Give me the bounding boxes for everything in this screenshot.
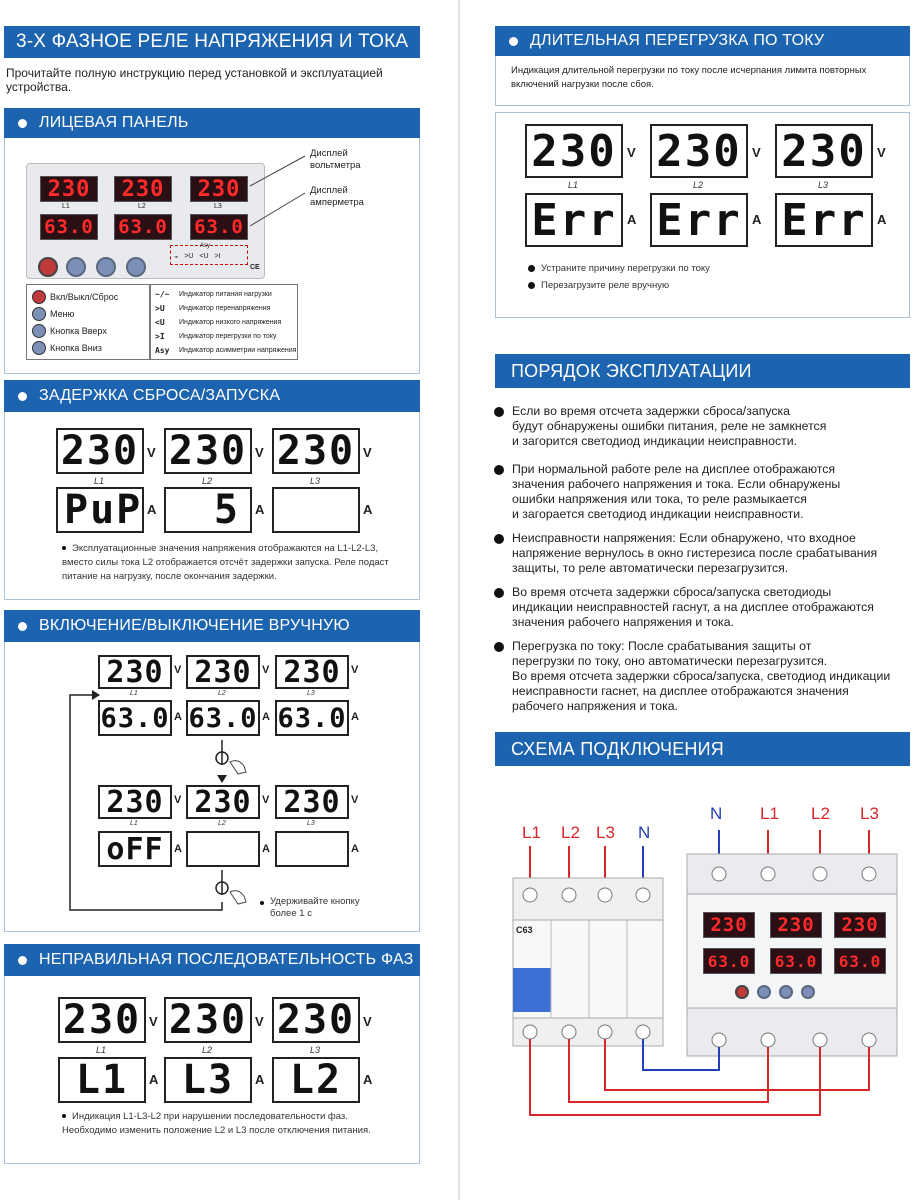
ov-v2: 230 <box>650 124 748 178</box>
reset-delay-header: ЗАДЕРЖКА СБРОСА/ЗАПУСКА <box>4 380 420 412</box>
mn-u3: V <box>351 664 359 676</box>
ammeter-callout: Дисплей амперметра <box>310 185 364 208</box>
panel-power-load-symbol: ⌁ <box>174 254 179 261</box>
rd-unit-v2: V <box>255 445 264 460</box>
mn-v2-1: 230 <box>98 785 172 819</box>
bullet-icon <box>528 265 535 272</box>
led-a3: 63.0 <box>190 214 248 240</box>
mn-l2b: L2 <box>218 820 226 827</box>
rd-a2: 5 <box>164 487 252 533</box>
relay-v2: 230 <box>770 912 822 938</box>
rd-l2: L2 <box>202 476 213 486</box>
bullet-icon <box>260 901 264 905</box>
po-v2: 230 <box>164 997 252 1043</box>
legend-down: Кнопка Вниз <box>32 341 102 355</box>
operation-header: ПОРЯДОК ЭКСПЛУАТАЦИИ <box>495 354 910 388</box>
operation-item-3: Неисправности напряжения: Если обнаружено, что входное напряжение вернулось в окно гистерезиса после срабатывания защиты, то реле автоматически перезагрузится. <box>512 531 912 576</box>
mn-l1a: L1 <box>130 690 138 697</box>
relay-v3: 230 <box>834 912 886 938</box>
manual-flow-arrows <box>0 640 420 930</box>
bullet-icon <box>494 588 504 598</box>
overload-description: Индикация длительной перегрузки по току после исчерпания лимита повторных включений нагрузки после сбоя. <box>511 65 867 90</box>
po-note: Индикация L1-L3-L2 при нарушении последовательности фаз. Необходимо изменить положение L2 и L3 после отключения питания. <box>62 1111 371 1136</box>
legend-ind-under: <U Индикатор низкого напряжения <box>155 318 282 327</box>
front-panel-header: ЛИЦЕВАЯ ПАНЕЛЬ <box>4 108 420 138</box>
mn-u4: V <box>174 794 182 806</box>
up-icon <box>32 324 46 338</box>
rd-unit-a3: A <box>363 502 373 517</box>
ov-a3: Err <box>775 193 873 247</box>
relay-power-button <box>735 985 749 999</box>
relay-a1: 63.0 <box>703 948 755 974</box>
ov-l3: L3 <box>818 180 829 190</box>
breaker-n-label: N <box>638 823 651 842</box>
mn-a1-3: 63.0 <box>275 700 349 736</box>
legend-menu: Меню <box>32 307 74 321</box>
mn-l3a: L3 <box>307 690 315 697</box>
panel-asy-caption: Asy <box>200 243 211 249</box>
operation-item-4: Во время отсчета задержки сброса/запуска светодиоды индикации неисправностей гаснут, а на дисплее отображаются значения рабочего напряжения и тока. <box>512 585 912 630</box>
relay-l2-label: L2 <box>811 804 830 823</box>
po-ua3: A <box>363 1072 373 1087</box>
mn-v2-2: 230 <box>186 785 260 819</box>
relay-l1-label: L1 <box>760 804 779 823</box>
legend-ind-current: >I Индикатор перегрузки по току <box>155 332 277 341</box>
ov-uv1: V <box>627 145 636 160</box>
relay-n-label: N <box>710 804 723 823</box>
bullet-icon <box>494 465 504 475</box>
wiring-header: СХЕМА ПОДКЛЮЧЕНИЯ <box>495 732 910 766</box>
bullet-icon <box>18 622 27 631</box>
bullet-icon <box>62 1114 66 1118</box>
mn-u2: V <box>262 664 270 676</box>
relay-up-button <box>779 985 793 999</box>
mn-u6: V <box>351 794 359 806</box>
breaker <box>513 878 663 1046</box>
rd-note: Эксплуатационные значения напряжения отображаются на L1-L2-L3, вместо силы тока L2 отображается отсчёт задержки запуска. Реле подаст питание на нагрузку, после окончания задержки. <box>62 543 389 582</box>
legend-ind-asym: Asy Индикатор асимметрии напряжения <box>155 346 297 355</box>
relay-l3-label: L3 <box>860 804 879 823</box>
power-icon <box>32 290 46 304</box>
mn-u1: V <box>174 664 182 676</box>
operation-item-5: Перегрузка по току: После срабатывания защиты от перегрузки по току, оно автоматически перезагрузится. Во время отсчета задержки сброса/запуска, светодиод индикации неисправности гаснет, на дисплее отображаются значения рабочего напряжения и тока. <box>512 639 912 714</box>
rd-v3: 230 <box>272 428 360 474</box>
bullet-icon <box>494 534 504 544</box>
po-v3: 230 <box>272 997 360 1043</box>
mn-l3b: L3 <box>307 820 315 827</box>
mn-l2a: L2 <box>218 690 226 697</box>
overload-header: ДЛИТЕЛЬНАЯ ПЕРЕГРУЗКА ПО ТОКУ <box>495 26 910 56</box>
ov-step-2: Перезагрузите реле вручную <box>528 279 669 293</box>
mn-a2-1: oFF <box>98 831 172 867</box>
mn-a1-2: 63.0 <box>186 700 260 736</box>
relay-a3: 63.0 <box>834 948 886 974</box>
ov-v3: 230 <box>775 124 873 178</box>
led-a1: 63.0 <box>40 214 98 240</box>
operation-item-1: Если во время отсчета задержки сброса/запуска будут обнаружены ошибки питания, реле не замкнется и загорится светодиод индикации неисправности. <box>512 404 912 449</box>
legend-power: Вкл/Выкл/Сброс <box>32 290 118 304</box>
mn-ua4: A <box>174 843 182 855</box>
rd-v2: 230 <box>164 428 252 474</box>
po-ua1: A <box>149 1072 159 1087</box>
panel-l3-label: L3 <box>214 203 222 210</box>
mn-ua1: A <box>174 711 182 723</box>
led-v3: 230 <box>190 176 248 202</box>
po-l2: L2 <box>202 1045 213 1055</box>
rd-a1: PuP <box>56 487 144 533</box>
voltmeter-callout: Дисплей вольтметра <box>310 148 361 171</box>
relay-down-button <box>801 985 815 999</box>
ov-a2: Err <box>650 193 748 247</box>
operation-item-2: При нормальной работе реле на дисплее отображаются значения рабочего напряжения и тока. Если обнаружены ошибки напряжения или тока, то реле размыкается и загорается светодиод индикации неисправности. <box>512 462 912 522</box>
bullet-icon <box>528 282 535 289</box>
bullet-icon <box>509 37 518 46</box>
po-uv1: V <box>149 1014 158 1029</box>
bullet-icon <box>18 956 27 965</box>
panel-overvoltage-symbol: >U <box>184 253 194 260</box>
po-a2: L3 <box>164 1057 252 1103</box>
ov-v1: 230 <box>525 124 623 178</box>
main-title: 3-Х ФАЗНОЕ РЕЛЕ НАПРЯЖЕНИЯ И ТОКА <box>16 31 409 52</box>
mn-v1-2: 230 <box>186 655 260 689</box>
rd-unit-v3: V <box>363 445 372 460</box>
po-uv3: V <box>363 1014 372 1029</box>
po-ua2: A <box>255 1072 265 1087</box>
po-a1: L1 <box>58 1057 146 1103</box>
mn-ua3: A <box>351 711 359 723</box>
ov-uv2: V <box>752 145 761 160</box>
po-uv2: V <box>255 1014 264 1029</box>
bullet-icon <box>18 392 27 401</box>
mn-note: Удерживайте кнопку более 1 с <box>270 896 410 920</box>
bullet-icon <box>494 642 504 652</box>
panel-overcurrent-symbol: >I <box>214 253 221 260</box>
legend-up: Кнопка Вверх <box>32 324 107 338</box>
manual-header: ВКЛЮЧЕНИЕ/ВЫКЛЮЧЕНИЕ ВРУЧНУЮ <box>4 610 420 642</box>
mn-ua2: A <box>262 711 270 723</box>
ov-ua3: A <box>877 212 887 227</box>
mn-l1b: L1 <box>130 820 138 827</box>
rd-unit-v1: V <box>147 445 156 460</box>
ov-ua1: A <box>627 212 637 227</box>
led-a2: 63.0 <box>114 214 172 240</box>
ov-uv3: V <box>877 145 886 160</box>
mn-a1-1: 63.0 <box>98 700 172 736</box>
po-l3: L3 <box>310 1045 321 1055</box>
led-v2: 230 <box>114 176 172 202</box>
ov-step-1: Устраните причину перегрузки по току <box>528 262 710 276</box>
relay-menu-button <box>757 985 771 999</box>
breaker-l3-label: L3 <box>596 823 615 842</box>
panel-l2-label: L2 <box>138 203 146 210</box>
rd-l3: L3 <box>310 476 321 486</box>
relay-v1: 230 <box>703 912 755 938</box>
ce-mark: CE <box>250 264 260 271</box>
rd-unit-a2: A <box>255 502 265 517</box>
rd-unit-a1: A <box>147 502 157 517</box>
ov-l1: L1 <box>568 180 579 190</box>
rd-l1: L1 <box>94 476 105 486</box>
mn-v1-3: 230 <box>275 655 349 689</box>
intro-text: Прочитайте полную инструкцию перед установкой и эксплуатацией устройства. <box>6 66 383 94</box>
ov-ua2: A <box>752 212 762 227</box>
menu-icon <box>32 307 46 321</box>
po-v1: 230 <box>58 997 146 1043</box>
rd-a3 <box>272 487 360 533</box>
mn-u5: V <box>262 794 270 806</box>
mn-ua6: A <box>351 843 359 855</box>
panel-l1-label: L1 <box>62 203 70 210</box>
phase-order-header: НЕПРАВИЛЬНАЯ ПОСЛЕДОВАТЕЛЬНОСТЬ ФАЗ <box>4 944 420 976</box>
mn-v2-3: 230 <box>275 785 349 819</box>
breaker-l1-label: L1 <box>522 823 541 842</box>
mn-v1-1: 230 <box>98 655 172 689</box>
rd-v1: 230 <box>56 428 144 474</box>
panel-undervoltage-symbol: <U <box>199 253 209 260</box>
legend-ind-over: >U Индикатор перенапряжения <box>155 304 271 313</box>
ov-a1: Err <box>525 193 623 247</box>
ov-l2: L2 <box>693 180 704 190</box>
breaker-model: C63 <box>516 925 533 935</box>
legend-ind-power: ~/~ Индикатор питания нагрузки <box>155 290 272 299</box>
relay-a2: 63.0 <box>770 948 822 974</box>
led-v1: 230 <box>40 176 98 202</box>
breaker-l2-label: L2 <box>561 823 580 842</box>
bullet-icon <box>494 407 504 417</box>
bullet-icon <box>62 546 66 550</box>
down-icon <box>32 341 46 355</box>
mn-ua5: A <box>262 843 270 855</box>
column-divider <box>458 0 460 1200</box>
po-a3: L2 <box>272 1057 360 1103</box>
po-l1: L1 <box>96 1045 107 1055</box>
